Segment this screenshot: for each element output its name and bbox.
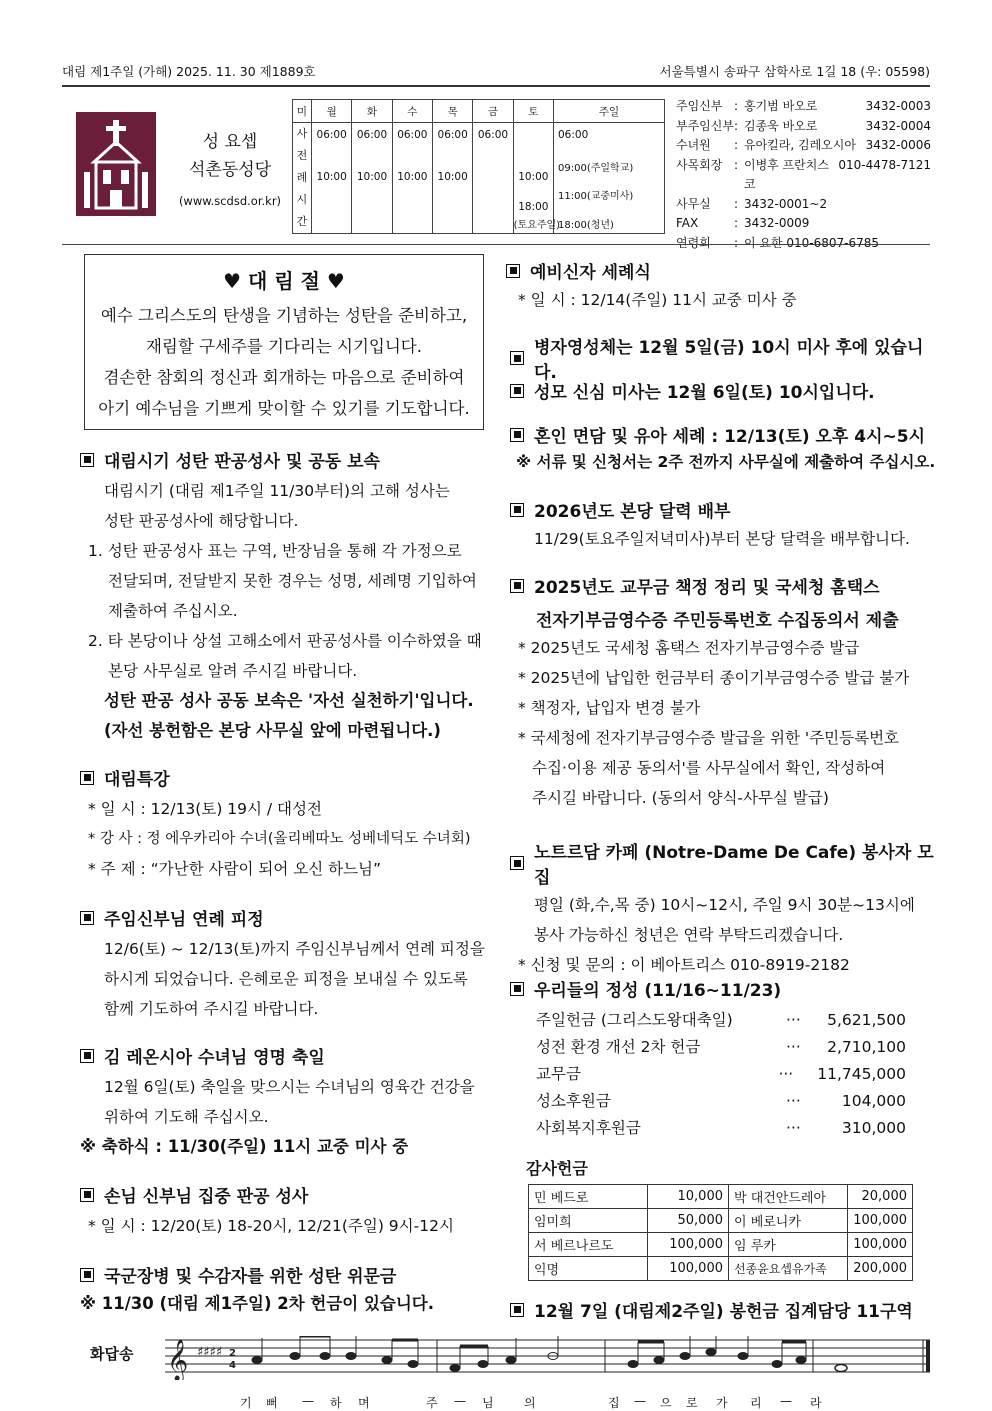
square-bullet-icon: [510, 503, 524, 517]
body-line: 하시게 되었습니다. 은혜로운 피정을 보내실 수 있도록: [104, 970, 468, 988]
offering-amount: 11,745,000: [817, 1065, 906, 1083]
contact-value: 3432-0009: [744, 216, 810, 230]
section-heading: [80, 447, 500, 472]
table-row: [529, 1257, 913, 1281]
body-line: * 신청 및 문의 : 이 베아트리스 010-8919-2182: [518, 956, 850, 974]
section-title: 손님 신부님 집중 판공 성사: [104, 1187, 309, 1207]
section-baptism: [506, 258, 936, 315]
body-line: * 일 시 : 12/13(토) 19시 / 대성전: [88, 800, 322, 818]
square-bullet-icon: [80, 1188, 94, 1202]
offering-dots: ···: [786, 1092, 801, 1110]
church-name: [168, 128, 292, 184]
table-cell: 익명: [529, 1257, 648, 1281]
mass-time: 06:00: [477, 129, 509, 141]
mass-side-label: [293, 123, 312, 234]
section-heading: [510, 1297, 940, 1322]
offering-dots: ···: [786, 1119, 801, 1137]
section-body: [510, 890, 940, 950]
table-row: [529, 1185, 913, 1209]
body-line: * 국세청에 전자기부금영수증 발급을 위한 '주민등록번호: [518, 729, 900, 747]
mass-note: (토요주일): [513, 220, 561, 231]
body-line: 2. 타 본당이나 상설 고해소에서 판공성사를 이수하였을 때: [88, 632, 482, 650]
offering-row: [536, 1061, 906, 1088]
section-title: 주임신부님 연례 피정: [104, 910, 264, 930]
body-line: 성탄 판공성사에 해당합니다.: [104, 512, 299, 530]
contact-role: 연령회: [676, 235, 711, 250]
table-cell: 선종윤요셉유가족: [729, 1257, 848, 1281]
section-offering-duty: [510, 1297, 940, 1322]
lyric-syllable: 님: [482, 1396, 494, 1410]
section-heading: [80, 1262, 500, 1287]
lyric-syllable: 로: [686, 1396, 698, 1410]
section-title: 김 레온시아 수녀님 영명 축일: [104, 1048, 325, 1068]
contact-phone: 3432-0003: [865, 99, 931, 113]
header-bottom-rule: [62, 244, 930, 245]
square-bullet-icon: [510, 982, 524, 996]
contact-row: 연령회 : 이 요한 010-6807-6785: [676, 234, 931, 254]
offering-row: [536, 1034, 906, 1061]
mass-time: 06:00: [316, 129, 347, 141]
section-guest-confession: [80, 1182, 500, 1241]
church-address: 서울특별시 송파구 삼학사로 1길 18 (우: 05598): [659, 64, 930, 79]
advent-line: 예수 그리스도의 탄생을 기념하는 성탄을 준비하고,: [100, 306, 468, 325]
body-line: * 2025년에 납입한 헌금부터 종이기부금영수증 발급 불가: [518, 669, 910, 687]
section-sick-communion: [510, 333, 940, 383]
offering-dots: ···: [786, 1038, 801, 1056]
day-fri: 금: [473, 100, 513, 123]
offering-dots: ···: [778, 1065, 794, 1083]
section-heading: [510, 422, 940, 447]
mass-sun: [554, 123, 665, 234]
bold-note: 성탄 판공 성사 공동 보속은 '자선 실천하기'입니다.: [104, 691, 474, 710]
square-bullet-icon: [80, 453, 94, 467]
mass-time: 06:00: [397, 129, 428, 141]
section-christmas-gift: [80, 1262, 500, 1319]
section-title: 국군장병 및 수감자를 위한 성탄 위문금: [104, 1267, 397, 1287]
section-title: 성모 신심 미사는 12월 6일(토) 10시입니다.: [534, 383, 875, 403]
square-bullet-icon: [510, 579, 524, 593]
contact-row: 부주임신부 : 김종욱 바오로 3432-0004: [676, 117, 931, 137]
table-cell: 임미희: [529, 1209, 648, 1233]
psalm-label: 화답송: [90, 1345, 134, 1363]
section-subtitle: 전자기부금영수증 주민등록번호 수집동의서 제출: [536, 611, 899, 631]
section-body: [80, 1072, 500, 1132]
square-bullet-icon: [80, 1049, 94, 1063]
section-heading: [510, 378, 940, 403]
bold-note: ※ 서류 및 신청서는 2주 전까지 사무실에 제출하여 주십시오.: [516, 453, 936, 471]
section-title: 우리들의 정성 (11/16~11/23): [534, 981, 782, 1001]
contact-role: 주임신부: [676, 99, 723, 113]
thanks-title: 감사헌금: [526, 1159, 588, 1178]
square-bullet-icon: [80, 771, 94, 785]
contact-row: FAX : 3432-0009: [676, 214, 931, 234]
body-line: 함께 기도하여 주시길 바랍니다.: [104, 1000, 319, 1018]
table-cell: 20,000: [848, 1185, 913, 1209]
issue-info: 대림 제1주일 (가해) 2025. 11. 30 제1889호: [62, 64, 316, 79]
body-line: 봉사 가능하신 청년은 연락 부탁드리겠습니다.: [534, 926, 844, 944]
church-logo: [76, 112, 156, 216]
advent-box: [84, 254, 484, 430]
lyric-syllable: 가: [716, 1396, 728, 1410]
table-cell: 100,000: [648, 1257, 729, 1281]
body-line: 본당 사무실로 알려 주시길 바랍니다.: [108, 662, 358, 680]
section-heading: [80, 1182, 500, 1207]
mass-time: 10:00: [437, 171, 468, 183]
body-line: 대림시기 (대림 제1주일 11/30부터)의 고해 성사는: [104, 482, 450, 500]
offering-row: [536, 1115, 906, 1142]
section-offerings: [510, 976, 940, 1142]
mass-time: 06:00: [437, 129, 468, 141]
church-url: (www.scdsd.or.kr): [178, 194, 282, 208]
table-cell: 민 베드로: [529, 1185, 648, 1209]
body-line: * 책정자, 납입자 변경 불가: [518, 699, 701, 717]
section-title: 2025년도 교무금 책정 정리 및 국세청 홈택스: [534, 578, 880, 598]
lyric-syllable: —: [780, 1394, 792, 1408]
contact-phone: 010-4478-7121: [838, 157, 931, 172]
contact-role: FAX: [676, 216, 699, 230]
contact-list: [676, 97, 931, 253]
section-title: 12월 7일 (대림제2주일) 봉헌금 집계담당 11구역: [534, 1302, 913, 1322]
section-marriage: [510, 422, 940, 477]
contact-role: 사목회장: [676, 157, 723, 172]
lyric-syllable: 으: [660, 1396, 672, 1410]
mass-time: 10:00: [316, 171, 347, 183]
lyric-syllable: —: [302, 1394, 314, 1408]
table-row: [529, 1233, 913, 1257]
table-row: [529, 1209, 913, 1233]
offering-dots: ···: [786, 1011, 801, 1029]
section-heading: [506, 258, 936, 283]
lyric-syllable: —: [634, 1394, 646, 1408]
offering-amount: 2,710,100: [827, 1038, 906, 1056]
mass-time: 10:00: [397, 171, 428, 183]
svg-text:♯♯♯♯: ♯♯♯♯: [197, 1345, 223, 1360]
table-cell: 박 대건안드레아: [729, 1185, 848, 1209]
section-title: 대림시기 성탄 판공성사 및 공동 보속: [104, 452, 380, 472]
section-retreat: [80, 905, 500, 1024]
section-heading: [510, 976, 940, 1001]
square-bullet-icon: [80, 911, 94, 925]
section-heading: [80, 905, 500, 930]
section-title: 예비신자 세례식: [530, 263, 651, 283]
section-body: [80, 794, 500, 884]
body-line: * 일 시 : 12/20(토) 18-20시, 12/21(주일) 9시-12시: [88, 1217, 454, 1235]
advent-line: 아기 예수님을 기쁘게 맞이할 수 있기를 기도합니다.: [98, 399, 470, 418]
offering-amount: 310,000: [841, 1119, 906, 1137]
lyric-syllable: 기: [240, 1396, 252, 1410]
mass-label-jeon: 전: [296, 149, 308, 162]
lyric-syllable: 의: [524, 1396, 536, 1410]
mass-thu: [432, 123, 472, 234]
contact-row: 사목회장 : 이병후 프란치스코 010-4478-7121: [676, 156, 931, 195]
lyric-syllable: —: [454, 1394, 466, 1408]
contact-row: 수녀원 : 유아킬라, 김레오시아 3432-0006: [676, 136, 931, 156]
advent-line: 재림할 구세주를 기다리는 시기입니다.: [145, 337, 422, 356]
contact-name: 이병후 프란치스코: [744, 157, 829, 191]
body-line: * 주 제 : “가난한 사람이 되어 오신 하느님”: [88, 860, 382, 878]
section-title: 병자영성체는 12월 5일(금) 10시 미사 후에 있습니다.: [534, 338, 924, 383]
section-calendar: [510, 497, 940, 554]
mass-time: 18:00(청년): [558, 220, 614, 231]
mass-time: 10:00: [518, 171, 549, 183]
church-name-line2: 석촌동성당: [188, 160, 272, 180]
bold-note: ※ 축하식 : 11/30(주일) 11시 교중 미사 중: [80, 1137, 409, 1156]
bold-note: (자선 봉헌함은 본당 사무실 앞에 마련됩니다.): [104, 721, 441, 740]
section-advent-lecture: [80, 765, 500, 884]
offering-label: 주일헌금 (그리스도왕대축일): [536, 1011, 733, 1029]
advent-line: 겸손한 참회의 정신과 회개하는 마음으로 준비하여: [103, 368, 465, 387]
lyric-syllable: 리: [750, 1396, 762, 1410]
mass-tue: [352, 123, 392, 234]
mass-time: 10:00: [356, 171, 388, 183]
section-body: [80, 934, 500, 1024]
contact-phone: 3432-0004: [865, 118, 931, 133]
square-bullet-icon: [510, 428, 524, 442]
square-bullet-icon: [510, 1303, 524, 1317]
table-cell: 서 베르나르도: [529, 1233, 648, 1257]
svg-text:4: 4: [229, 1360, 236, 1371]
day-sat: 토: [513, 100, 553, 123]
mass-mon: [312, 123, 352, 234]
offering-label: 성전 환경 개선 2차 헌금: [536, 1038, 701, 1056]
lyric-syllable: 뻐: [266, 1396, 278, 1410]
table-cell: 100,000: [648, 1233, 729, 1257]
day-sun: 주일: [554, 100, 665, 123]
table-cell: 10,000: [648, 1185, 729, 1209]
body-line: 12월 6일(토) 축일을 맞으시는 수녀님의 영육간 건강을: [104, 1078, 475, 1096]
section-heading: [510, 497, 940, 522]
offering-label: 성소후원금: [536, 1092, 611, 1110]
contact-role: 수녀원: [676, 138, 711, 152]
body-line: 전달되며, 전달받지 못한 경우는 성명, 세례명 기입하여: [108, 572, 477, 590]
lyric-syllable: 며: [358, 1396, 370, 1410]
header-rule: [62, 85, 930, 87]
section-tithe: [510, 573, 940, 813]
square-bullet-icon: [506, 264, 520, 278]
mass-time: 06:00: [356, 129, 388, 141]
svg-text:2: 2: [229, 1348, 236, 1359]
section-title: 대림특강: [104, 770, 170, 790]
mass-label-gan: 간: [296, 215, 308, 228]
mass-sat: [513, 123, 561, 234]
lyric-syllable: 라: [810, 1396, 822, 1410]
offering-label: 사회복지후원금: [536, 1119, 641, 1137]
mass-schedule-table: [292, 99, 665, 234]
body-line: * 일 시 : 12/14(주일) 11시 교중 미사 중: [518, 291, 797, 309]
table-cell: 100,000: [848, 1233, 913, 1257]
section-cafe: [510, 838, 940, 980]
mass-time: 11:00(교중미사): [558, 191, 634, 202]
mass-time: 06:00: [558, 129, 589, 141]
bold-note: ※ 11/30 (대림 제1주일) 2차 헌금이 있습니다.: [80, 1294, 434, 1313]
table-cell: 임 루카: [729, 1233, 848, 1257]
day-tue: 화: [352, 100, 392, 123]
section-body: [510, 633, 940, 813]
mass-label-mi: 미: [293, 100, 312, 123]
section-heading: [510, 573, 940, 598]
masthead: [62, 62, 930, 80]
section-heading: [510, 838, 940, 888]
offering-amount: 104,000: [841, 1092, 906, 1110]
section-title: 노트르담 카페 (Notre-Dame De Cafe) 봉사자 모집: [534, 843, 934, 888]
day-mon: 월: [312, 100, 352, 123]
square-bullet-icon: [80, 1268, 94, 1282]
contact-role: 사무실: [676, 196, 711, 211]
body-line: * 2025년도 국세청 홈택스 전자기부금영수증 발급: [518, 639, 860, 657]
offering-amount: 5,621,500: [827, 1011, 906, 1029]
table-cell: 200,000: [848, 1257, 913, 1281]
mass-wed: [392, 123, 432, 234]
mass-time: 18:00: [518, 201, 549, 213]
section-heading: [80, 1043, 500, 1068]
day-wed: 수: [392, 100, 432, 123]
body-line: 주시길 바랍니다. (동의서 양식-사무실 발급): [532, 789, 829, 807]
thanks-table: [528, 1184, 913, 1281]
lyric-syllable: 집: [608, 1396, 620, 1410]
contact-row: 사무실 : 3432-0001~2: [676, 195, 931, 215]
body-line: 위하여 기도해 주십시오.: [104, 1108, 269, 1126]
body-line: 평일 (화,수,목 중) 10시~12시, 주일 9시 30분~13시에: [534, 896, 915, 914]
svg-text:𝄞: 𝄞: [167, 1340, 189, 1380]
advent-title: ♥ 대 림 절 ♥: [223, 269, 345, 293]
contact-name: 유아킬라, 김레오시아: [744, 138, 856, 152]
section-body: [80, 476, 500, 536]
section-confession: [80, 447, 500, 746]
offering-row: [536, 1007, 906, 1034]
contact-name: 홍기범 바오로: [744, 99, 818, 113]
section-heading: [80, 765, 500, 790]
mass-fri: [473, 123, 513, 234]
section-heading: [510, 333, 940, 383]
body-line: 제출하여 주십시오.: [108, 602, 238, 620]
square-bullet-icon: [510, 856, 524, 870]
section-title: 2026년도 본당 달력 배부: [534, 502, 731, 522]
lyric-syllable: 주: [426, 1396, 438, 1410]
church-name-line1: 성 요셉: [202, 132, 258, 152]
table-cell: 100,000: [848, 1209, 913, 1233]
music-staff: [165, 1336, 935, 1380]
body-line: 11/29(토요주일저녁미사)부터 본당 달력을 배부합니다.: [534, 530, 910, 548]
section-title: 혼인 면담 및 유아 세례 : 12/13(토) 오후 4시~5시: [534, 427, 926, 447]
mass-label-si: 시: [296, 193, 308, 206]
mass-label-sa: 사: [296, 127, 308, 140]
contact-value: 3432-0001~2: [744, 196, 828, 211]
body-line: 12/6(토) ~ 12/13(토)까지 주임신부님께서 연례 피정을: [104, 940, 485, 958]
contact-row: 주임신부 : 홍기범 바오로 3432-0003: [676, 97, 931, 117]
table-cell: 50,000: [648, 1209, 729, 1233]
day-thu: 목: [432, 100, 472, 123]
contact-name: 김종욱 바오로: [744, 118, 818, 133]
body-line: 1. 성탄 판공성사 표는 구역, 반장님을 통해 각 가정으로: [88, 542, 462, 560]
offering-label: 교무금: [536, 1065, 581, 1083]
table-cell: 이 베로니카: [729, 1209, 848, 1233]
contact-phone: 3432-0006: [865, 138, 931, 152]
section-feast: [80, 1043, 500, 1162]
body-line: 수집·이용 제공 동의서'를 사무실에서 확인, 작성하여: [532, 759, 886, 777]
offering-row: [536, 1088, 906, 1115]
contact-value: 이 요한 010-6807-6785: [744, 235, 880, 250]
contact-role: 부주임신부: [676, 118, 734, 133]
offering-list: [510, 1007, 906, 1142]
square-bullet-icon: [510, 384, 524, 398]
body-line: * 강 사 : 정 에우카리아 수녀(올리베따노 성베네딕도 수녀회): [88, 831, 471, 847]
mass-time: 09:00(주일학교): [558, 163, 634, 174]
square-bullet-icon: [510, 351, 524, 365]
mass-label-rye: 례: [296, 171, 308, 184]
section-marian-mass: [510, 378, 940, 403]
lyric-syllable: 하: [330, 1396, 342, 1410]
section-list: [80, 536, 500, 686]
